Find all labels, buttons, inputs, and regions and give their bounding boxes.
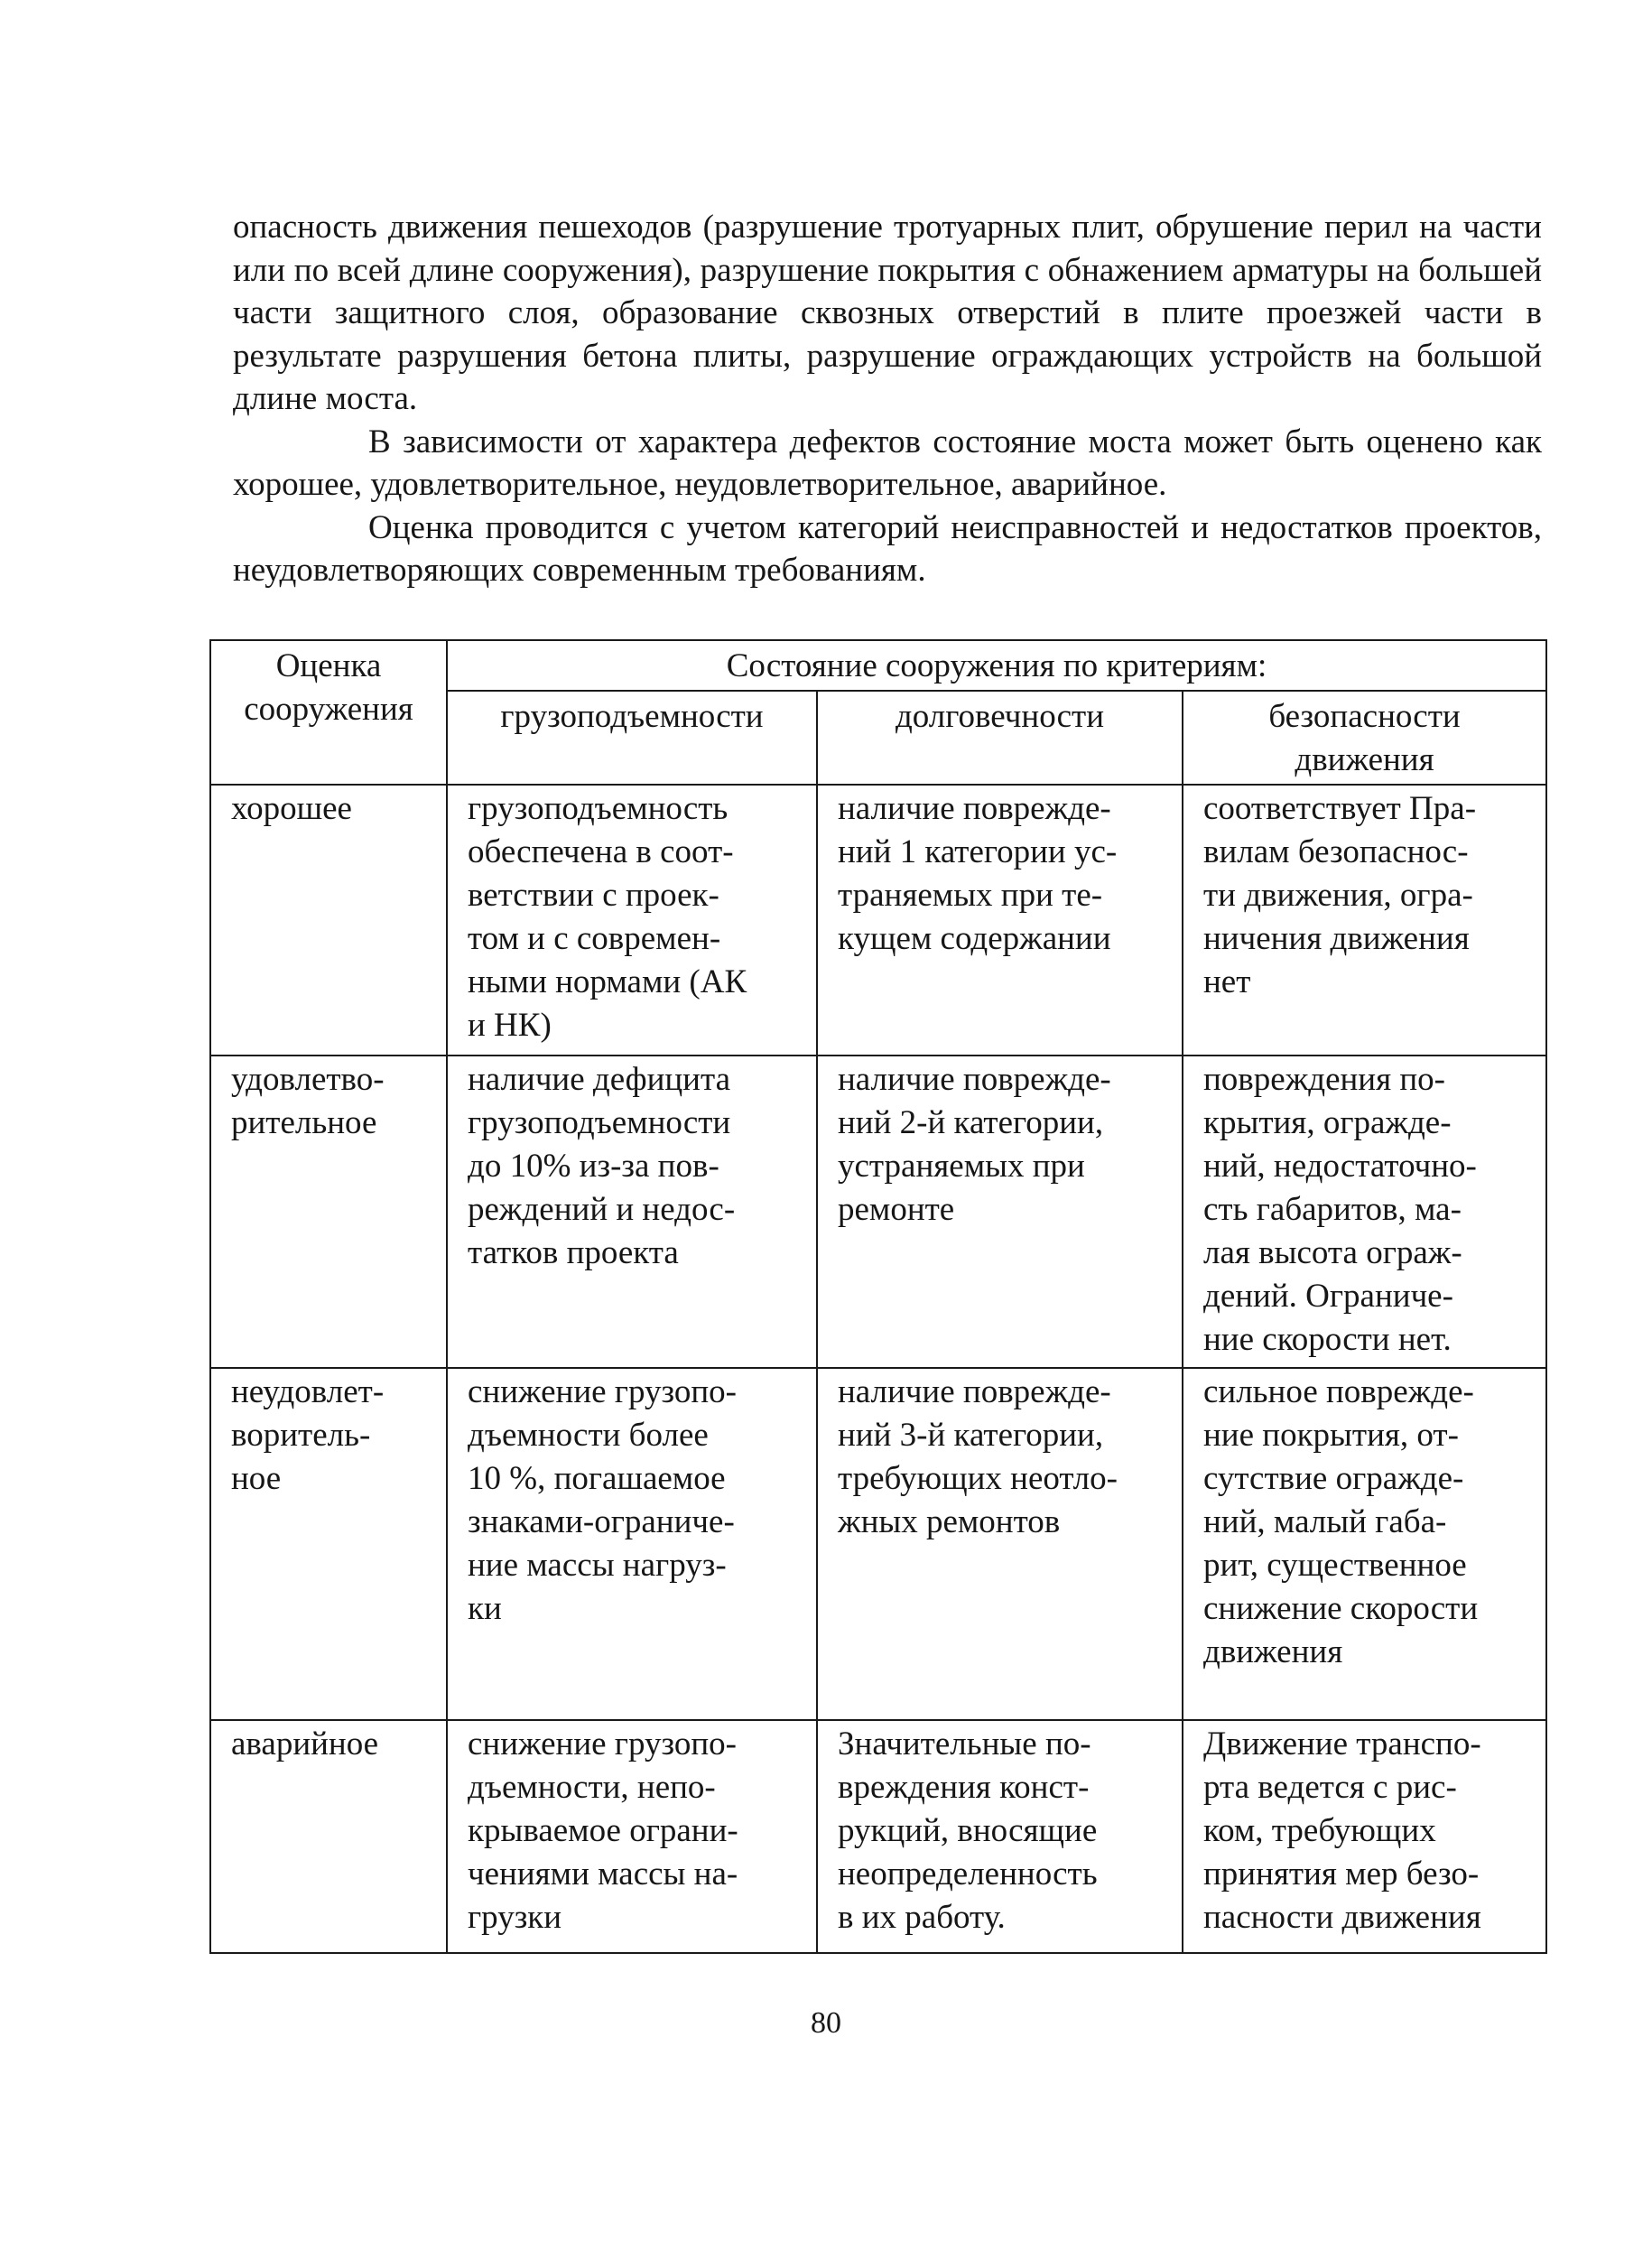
traffic-safety-cell: Движение транспо- рта ведется с рис- ком, требующих принятия мер безо- пасности движения xyxy=(1183,1720,1546,1953)
paragraph-3: Оценка проводится с учетом категорий неисправностей и недостатков проектов, неудовлетворяющих современным требованиям. xyxy=(233,508,1542,589)
table-row xyxy=(210,1056,1546,1368)
condition-criteria-table xyxy=(209,639,1547,1954)
header-load-capacity: грузоподъемности xyxy=(447,691,817,785)
traffic-safety-cell: повреждения по- крытия, огражде- ний, недостаточно- сть габаритов, ма- лая высота ограж- дений. Ограниче- ние скорости нет. xyxy=(1183,1056,1546,1368)
traffic-safety-cell: сильное поврежде- ние покрытия, от- сутствие огражде- ний, малый габа- рит, существенное снижение скорости движения xyxy=(1183,1368,1546,1720)
table-row xyxy=(210,785,1546,1056)
rating-cell: удовлетво- рительное xyxy=(210,1056,447,1368)
load-capacity-cell: наличие дефицита грузоподъемности до 10% из-за пов- реждений и недос- татков проекта xyxy=(447,1056,817,1368)
rating-cell: аварийное xyxy=(210,1720,447,1953)
traffic-safety-cell: соответствует Пра- вилам безопаснос- ти движения, огра- ничения движения нет xyxy=(1183,785,1546,1056)
paragraph-2: В зависимости от характера дефектов состояние моста может быть оценено как хорошее, удовлетворительное, неудовлетворительное, аварийное. xyxy=(233,423,1542,503)
header-durability: долговечности xyxy=(817,691,1183,785)
load-capacity-cell: снижение грузопо- дъемности, непо- крываемое ограни- чениями массы на- грузки xyxy=(447,1720,817,1953)
rating-cell: неудовлет- воритель- ное xyxy=(210,1368,447,1720)
durability-cell: наличие поврежде- ний 2-й категории, устраняемых при ремонте xyxy=(817,1056,1183,1368)
body-text xyxy=(233,206,1542,592)
page-number: 80 xyxy=(811,2006,841,2040)
rating-cell: хорошее xyxy=(210,785,447,1056)
header-criteria-group: Состояние сооружения по критериям: xyxy=(447,640,1546,691)
table-row xyxy=(210,1368,1546,1720)
load-capacity-cell: грузоподъемность обеспечена в соот- ветствии с проек- том и с современ- ными нормами (АК и НК) xyxy=(447,785,817,1056)
table-row xyxy=(210,1720,1546,1953)
header-traffic-safety: безопасности движения xyxy=(1183,691,1546,785)
load-capacity-cell: снижение грузопо- дъемности более 10 %, погашаемое знаками-ограниче- ние массы нагруз- ки xyxy=(447,1368,817,1720)
table-header-row xyxy=(210,640,1546,691)
durability-cell: Значительные по- вреждения конст- рукций, вносящие неопределенность в их работу. xyxy=(817,1720,1183,1953)
paragraph-1: опасность движения пешеходов (разрушение тротуарных плит, обрушение перил на части или по всей длине сооружения), разрушение покрытия с обнажением арматуры на большей части защитного слоя, образование сквозных отверстий в плите проезжей части в результате разрушения бетона плиты, разрушение ограждающих устройств на большой длине моста. xyxy=(233,209,1542,417)
durability-cell: наличие поврежде- ний 1 категории ус- траняемых при те- кущем содержании xyxy=(817,785,1183,1056)
header-rating: Оценка сооружения xyxy=(210,640,447,785)
durability-cell: наличие поврежде- ний 3-й категории, требующих неотло- жных ремонтов xyxy=(817,1368,1183,1720)
